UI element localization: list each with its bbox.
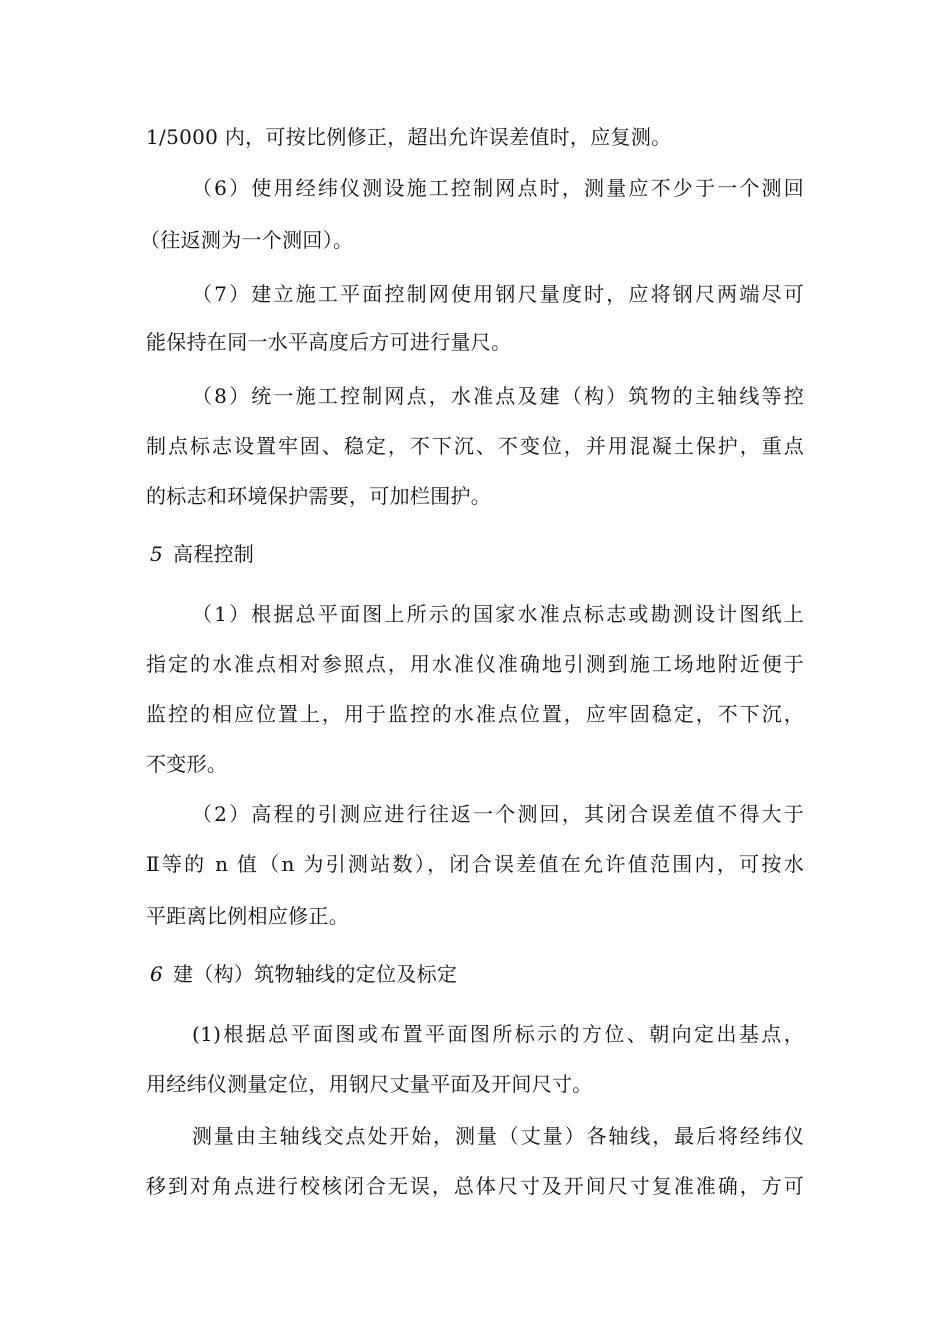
text-line: （往返测为一个测回）。 <box>140 228 354 252</box>
text-line: （6）使用经纬仪测设施工控制网点时，测量应不少于一个测回 <box>192 176 804 200</box>
text-line: 测量由主轴线交点处开始，测量（丈量）各轴线，最后将经纬仪 <box>192 1124 804 1148</box>
section-heading <box>150 960 457 988</box>
text-line: 用经纬仪测量定位，用钢尺丈量平面及开间尺寸。 <box>146 1072 593 1096</box>
text-line: （8）统一施工控制网点，水准点及建（构）筑物的主轴线等控 <box>192 384 804 408</box>
text-line: 监控的相应位置上，用于监控的水准点位置，应牢固稳定，不下沉， <box>146 702 804 726</box>
text-line: 指定的水准点相对参照点，用水准仪准确地引测到施工场地附近便于 <box>146 652 804 676</box>
text-line: （2）高程的引测应进行往返一个测回，其闭合误差值不得大于 <box>192 802 804 826</box>
text-line: 不变形。 <box>146 752 228 776</box>
text-line: 1/5000 内，可按比例修正，超出允许误差值时，应复测。 <box>146 125 672 149</box>
section-title: 建（构）筑物轴线的定位及标定 <box>173 962 458 986</box>
text-line: 平距离比例相应修正。 <box>146 904 349 928</box>
text-line: Ⅱ等的 n 值（n 为引测站数），闭合误差值在允许值范围内，可按水 <box>146 852 804 876</box>
text-line: 制点标志设置牢固、稳定，不下沉、不变位，并用混凝土保护，重点 <box>146 434 804 458</box>
text-line: (1)根据总平面图或布置平面图所标示的方位、朝向定出基点， <box>192 1022 804 1046</box>
section-number: 5 <box>150 542 164 566</box>
section-heading <box>150 540 254 568</box>
section-title: 高程控制 <box>173 542 255 566</box>
text-line: 能保持在同一水平高度后方可进行量尺。 <box>146 330 512 354</box>
text-line: 移到对角点进行校核闭合无误，总体尺寸及开间尺寸复准准确，方可 <box>146 1174 804 1198</box>
text-line: 的标志和环境保护需要，可加栏围护。 <box>146 484 492 508</box>
section-number: 6 <box>150 962 164 986</box>
text-line: （1）根据总平面图上所示的国家水准点标志或勘测设计图纸上 <box>192 602 804 626</box>
text-line: （7）建立施工平面控制网使用钢尺量度时，应将钢尺两端尽可 <box>192 282 804 306</box>
